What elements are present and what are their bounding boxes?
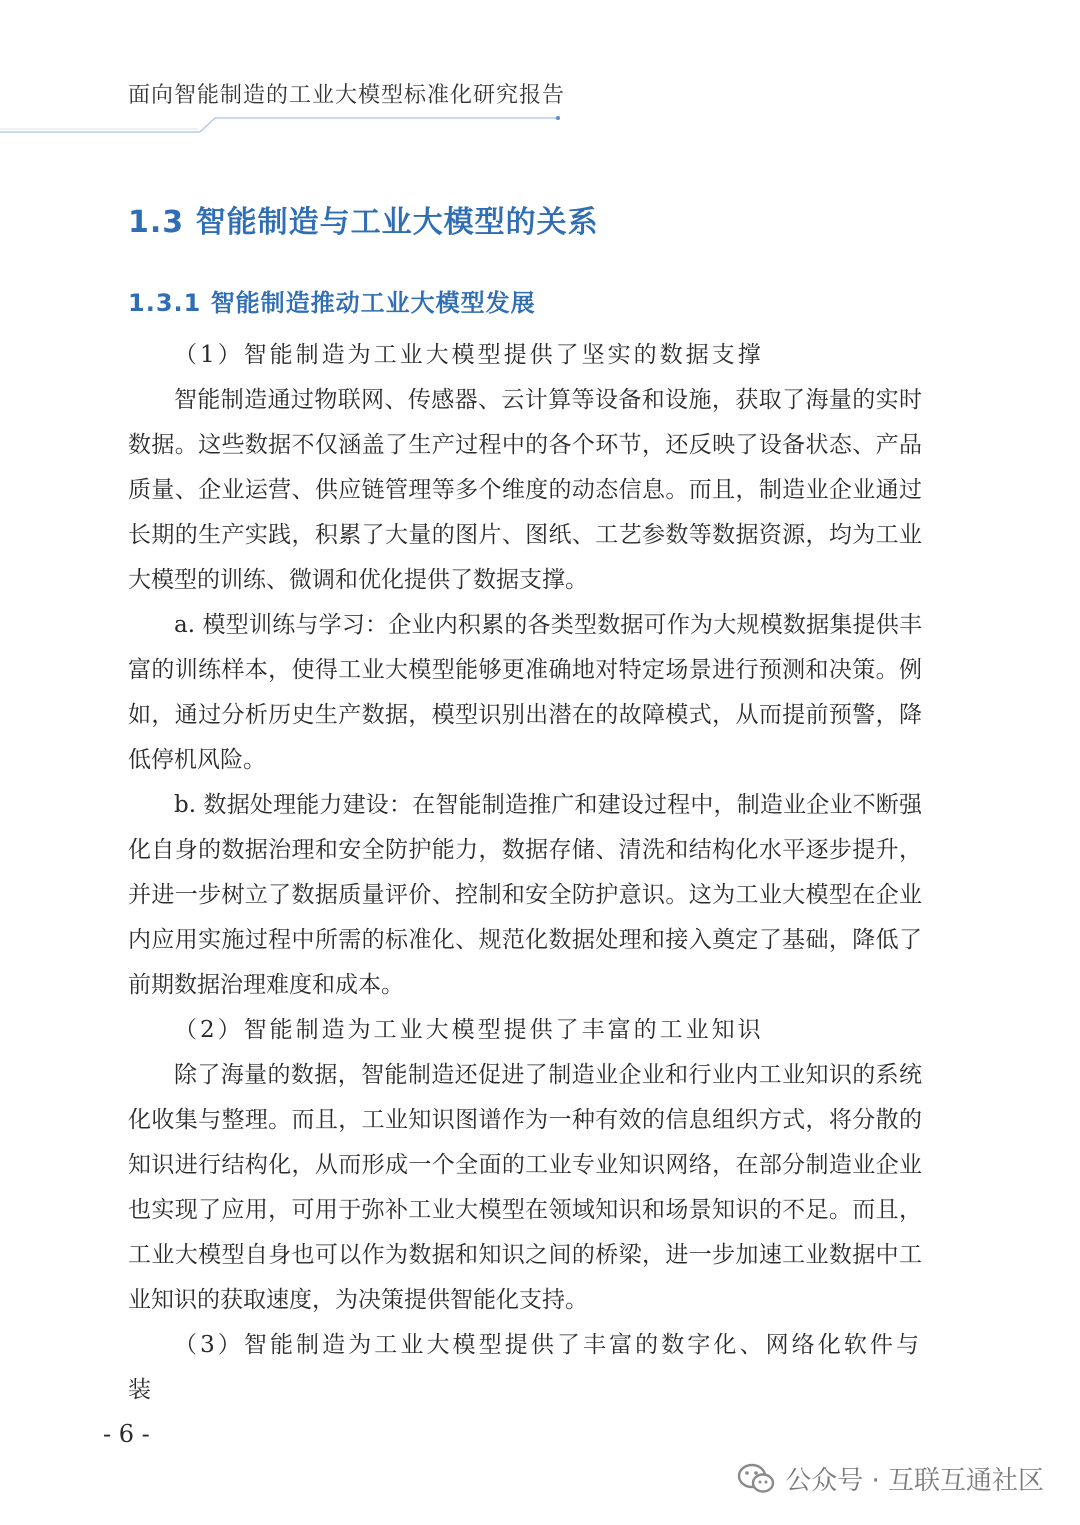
page-number: - 6 - <box>103 1420 150 1448</box>
paragraph-subhead-3: （3）智能制造为工业大模型提供了丰富的数字化、网络化软件与装 <box>128 1332 922 1403</box>
watermark <box>737 1460 1044 1497</box>
running-header: 面向智能制造的工业大模型标准化研究报告 <box>128 83 566 108</box>
body-text <box>128 333 922 1413</box>
section-title: 1.3 智能制造与工业大模型的关系 <box>128 205 599 240</box>
wechat-icon <box>737 1462 775 1496</box>
watermark-text: 公众号 · 互联互通社区 <box>785 1466 1044 1496</box>
paragraph-subhead-1: （1）智能制造为工业大模型提供了坚实的数据支撑 <box>174 342 764 368</box>
paragraph-subhead-2: （2）智能制造为工业大模型提供了丰富的工业知识 <box>174 1017 764 1043</box>
paragraph: 智能制造通过物联网、传感器、云计算等设备和设施，获取了海量的实时数据。这些数据不仅涵盖了生产过程中的各个环节，还反映了设备状态、产品质量、企业运营、供应链管理等多个维度的动态信息。而且，制造业企业通过长期的生产实践，积累了大量的图片、图纸、工艺参数等数据资源，均为工业大模型的训练、微调和优化提供了数据支撑。 <box>128 387 922 593</box>
paragraph: 除了海量的数据，智能制造还促进了制造业企业和行业内工业知识的系统化收集与整理。而且，工业知识图谱作为一种有效的信息组织方式，将分散的知识进行结构化，从而形成一个全面的工业专业知识网络，在部分制造业企业也实现了应用，可用于弥补工业大模型在领域知识和场景知识的不足。而且，工业大模型自身也可以作为数据和知识之间的桥梁，进一步加速工业数据中工业知识的获取速度，为决策提供智能化支持。 <box>128 1062 922 1313</box>
paragraph: b. 数据处理能力建设：在智能制造推广和建设过程中，制造业企业不断强化自身的数据治理和安全防护能力，数据存储、清洗和结构化水平逐步提升，并进一步树立了数据质量评价、控制和安全防护意识。这为工业大模型在企业内应用实施过程中所需的标准化、规范化数据处理和接入奠定了基础，降低了前期数据治理难度和成本。 <box>128 792 922 998</box>
header-rule <box>0 112 570 136</box>
subsection-title: 1.3.1 智能制造推动工业大模型发展 <box>128 289 536 317</box>
paragraph: a. 模型训练与学习：企业内积累的各类型数据可作为大规模数据集提供丰富的训练样本，使得工业大模型能够更准确地对特定场景进行预测和决策。例如，通过分析历史生产数据，模型识别出潜在的故障模式，从而提前预警，降低停机风险。 <box>128 612 922 773</box>
